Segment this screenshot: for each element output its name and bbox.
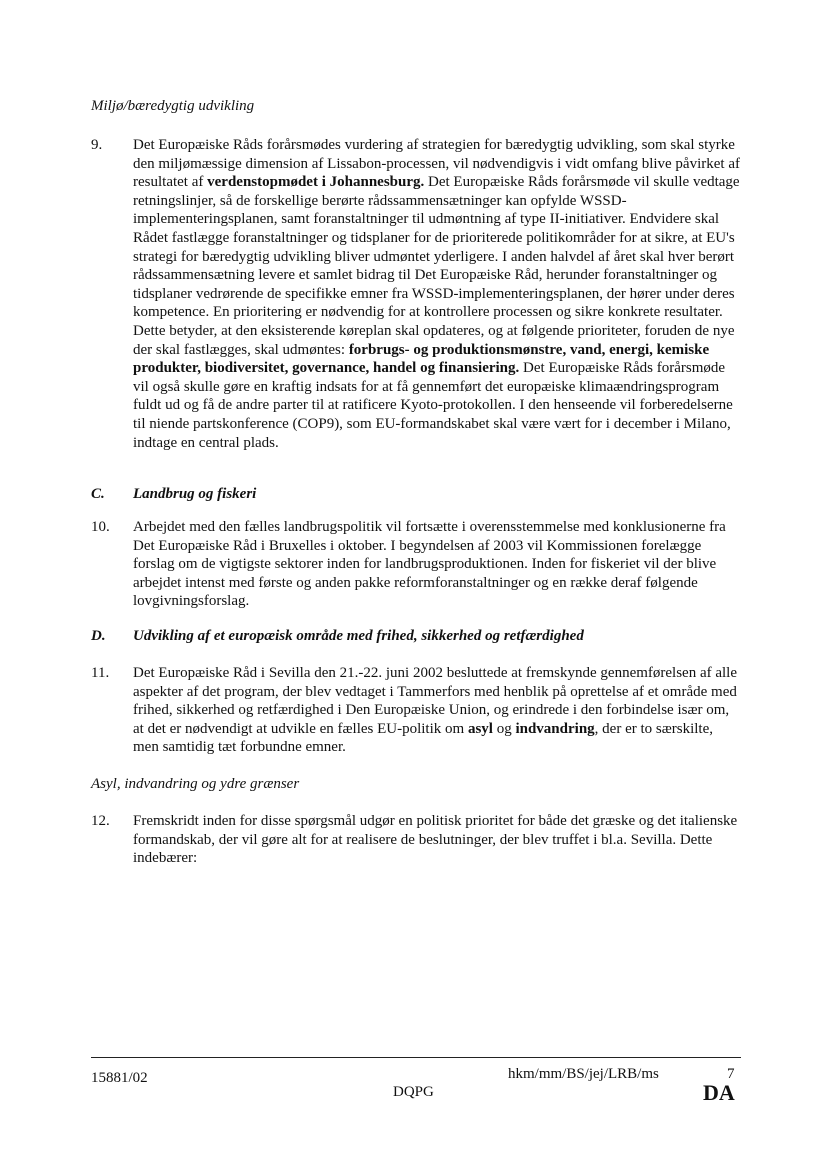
paragraph-9: [91, 136, 741, 452]
footer-initials: hkm/mm/BS/jej/LRB/ms: [508, 1066, 659, 1082]
paragraph-number: 10.: [91, 519, 110, 535]
footer-dept-code: DQPG: [393, 1084, 434, 1100]
section-letter: C.: [91, 486, 105, 502]
paragraph-text: Fremskridt inden for disse spørgsmål udgør en politisk prioritet for både det græske og det italienske formandskab, der vil gøre alt for at realisere de beslutninger, der blev truffet i bl.a. Sevilla. Dette indebærer:: [133, 813, 738, 867]
paragraph-text: Arbejdet med den fælles landbrugspolitik vil fortsætte i overensstemmelse med konklusionerne fra Det Europæiske Råd i Bruxelles i oktober. I begyndelsen af 2003 vil Kommissionen forelægge forslag om de vigtigste sektorer inden for landbrugsproduktionen. Inden for fiskeriet vil der blive arbejdet intenst med første og anden pakke reformforanstaltninger og en række deraf følgende lovgivningsforslag.: [133, 519, 726, 610]
bold-text: forbrugs- og produktionsmønstre, vand, energi, kemiske produkter, biodiversitet, governance, handel og finansiering.: [133, 341, 710, 377]
text-run: Det Europæiske Råds forårsmødes vurdering af strategien for bæredygtig udvikling, som skal styrke den miljømæssige dimension af Lissabon-processen, vil nødvendigvis i vidt omfang blive påvirket af resultatet af: [133, 137, 740, 191]
text-run: , der er to særskilte, men samtidig tæt forbundne emner.: [133, 720, 713, 756]
footer-doc-number: 15881/02: [91, 1070, 148, 1086]
paragraph-10: [91, 518, 741, 611]
bold-text: verdenstopmødet i Johannesburg.: [207, 174, 425, 191]
paragraph-11: [91, 664, 741, 757]
section-heading-c: [91, 486, 752, 503]
section-title: Landbrug og fiskeri: [133, 486, 257, 502]
subheading-miljo: Miljø/bæredygtig udvikling: [91, 98, 255, 114]
subheading-asyl: Asyl, indvandring og ydre grænser: [91, 776, 300, 792]
paragraph-12: [91, 812, 741, 868]
bold-text: asyl: [467, 720, 493, 737]
paragraph-number: 9.: [91, 137, 103, 153]
paragraph-number: 11.: [91, 665, 110, 681]
section-heading-d: [91, 628, 752, 645]
paragraph-text: [133, 136, 741, 452]
text-run: Det Europæiske Råds forårsmøde vil også skulle gøre en kraftig indsats for at få gennemført det europæiske klimaændringsprogram fuldt ud og få de andre parter til at ratificere Kyoto-protokollen. I den henseende vil forberedelserne til niende partskonference (COP9), som EU-formandskabet skal være vært for i december i Milano, indtage en central plads.: [133, 360, 733, 451]
bold-text: indvandring: [515, 720, 595, 737]
section-title: Udvikling af et europæisk område med frihed, sikkerhed og retfærdighed: [133, 628, 584, 644]
footer-divider: [91, 1057, 741, 1058]
paragraph-text: [133, 664, 741, 757]
section-letter: D.: [91, 628, 106, 644]
text-run: Det Europæiske Råds forårsmøde vil skulle vedtage retningslinjer, så de forskellige berørte rådssammensætninger kan opfylde WSSD-implementeringsplanen, samt foranstaltninger til udmøntning af type II-initiativer. Endvidere skal Rådet fastlægge foranstaltninger og tidsplaner for de prioriterede politikområder for at sikre, at EU's strategi for bæredygtig udvikling bliver udmøntet yderligere. I anden halvdel af året skal hver berørt rådssammensætning levere et samlet bidrag til Det Europæiske Råd, herunder foranstaltninger og tidsplaner vedrørende de specifikke emner fra WSSD-implementeringsplanen, der hører under deres kompetence. En prioritering er nødvendig for at kontrollere processen og sikre konkrete resultater. Dette betyder, at den eksisterende køreplan skal opdateres, og at følgende prioriteter, foruden de nye der skal fastlægges, skal udmøntes:: [133, 174, 740, 358]
footer-language-code: DA: [703, 1080, 735, 1105]
text-run: og: [492, 720, 516, 737]
text-run: Det Europæiske Råd i Sevilla den 21.-22. juni 2002 besluttede at fremskynde gennemførelsen af alle aspekter af det program, der blev vedtaget i Tammerfors med henblik på oprettelse af et område med frihed, sikkerhed og retfærdighed i Den Europæiske Union, og erindrede i den forbindelse især om, at det er nødvendigt at udvikle en fælles EU-politik om: [133, 665, 738, 737]
footer-page-number: 7: [727, 1066, 735, 1082]
paragraph-number: 12.: [91, 813, 110, 829]
